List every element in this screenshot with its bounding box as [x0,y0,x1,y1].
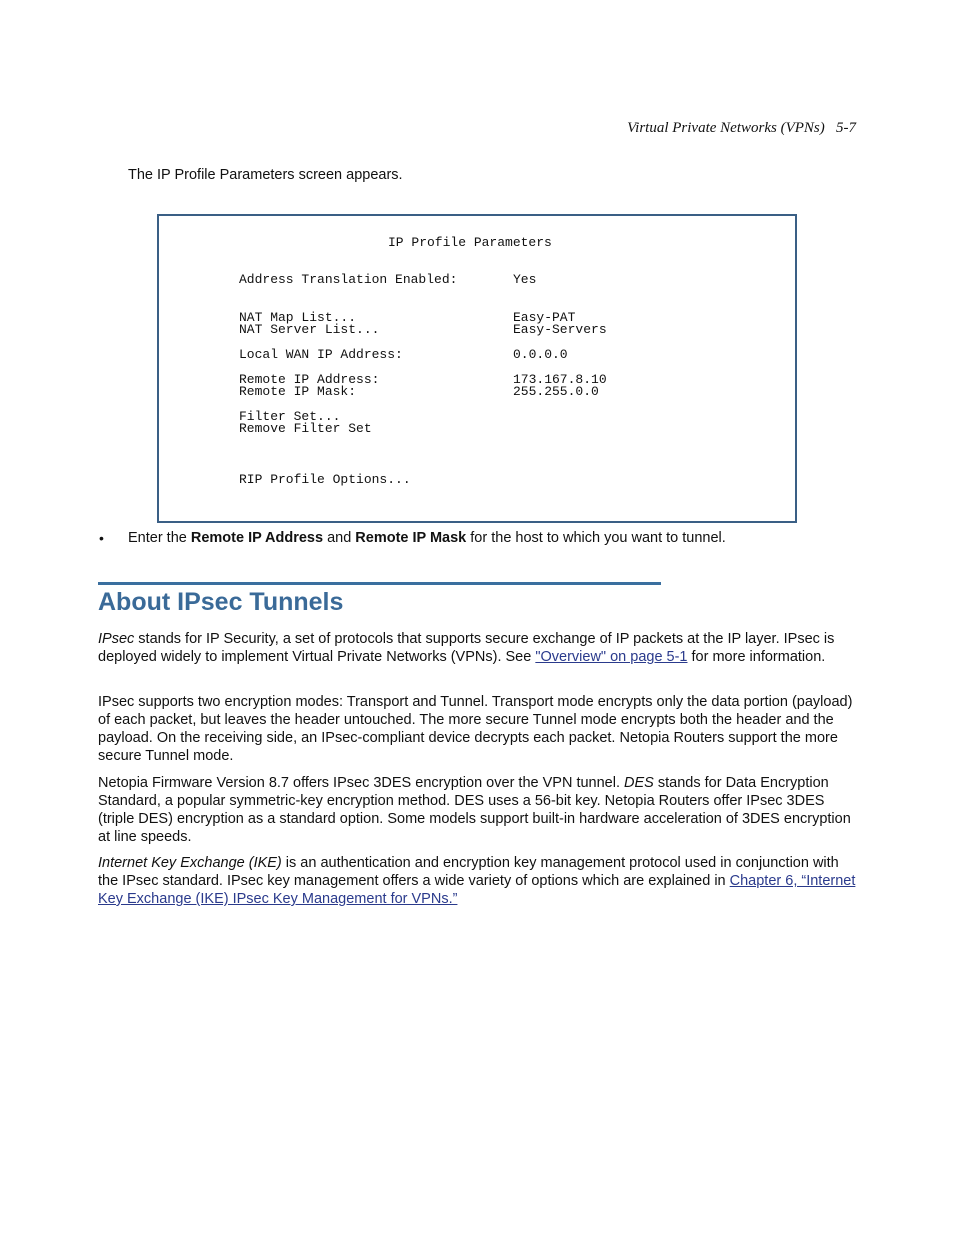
paragraph-text: for more information. [687,649,826,665]
bullet-text: Enter the [128,530,191,546]
bullet-marker: • [99,530,104,546]
paragraph-text: stands for Data Encryption Standard, a popular symmetric-key encryption method. DES uses a 56-bit key. Netopia Routers offer IPsec 3DES (triple DES) encryption as a standard option. Some models support built-in hardware acceleration of 3DES encryption at line speeds. [98,775,851,845]
intro-text: The IP Profile Parameters screen appears. [128,167,403,183]
section-heading: About IPsec Tunnels [98,588,344,616]
section-rule [98,582,661,585]
bullet-text: for the host to which you want to tunnel. [466,530,726,546]
emphasis: Internet Key Exchange (IKE) [98,855,282,871]
row-label[interactable]: Filter Set... [239,409,341,424]
bullet-text: and [323,530,356,546]
row-value[interactable]: 0.0.0.0 [513,347,568,362]
paragraph [98,693,858,765]
row-value: Easy-PAT [513,310,576,325]
row-label[interactable]: Address Translation Enabled: [239,272,458,287]
terminal-screen [157,214,797,523]
paragraph [98,854,858,908]
chapter6-link[interactable]: Chapter 6, “Internet Key Exchange (IKE) IPsec Key Management for VPNs.” [98,873,856,907]
bullet-item [128,530,726,546]
row-label[interactable]: Remote IP Address: [239,372,380,387]
row-value[interactable]: Yes [513,272,537,287]
row-label[interactable]: NAT Server List... [239,322,380,337]
emphasis: IPsec [98,631,135,647]
paragraph-text: is an authentication and encryption key management protocol used in conjunction with the IPsec standard. IPsec key management offers a wide variety of options which are explained in [98,855,839,889]
bullet-bold: Remote IP Address [190,530,324,546]
bullet-bold: Remote IP Mask [355,530,467,546]
row-value: Easy-Servers [513,322,607,337]
row-label[interactable]: Remote IP Mask: [239,384,357,399]
overview-link[interactable]: "Overview" on page 5-1 [535,649,688,665]
row-label[interactable]: RIP Profile Options... [239,472,411,487]
paragraph [98,774,858,846]
running-header: Virtual Private Networks (VPNs) 5-7 [627,120,856,136]
paragraph-text: stands for IP Security, a set of protocols that supports secure exchange of IP packets at the IP layer. IPsec is deployed widely to implement Virtual Private Networks (VPNs). See [98,631,835,665]
paragraph-text: IPsec supports two encryption modes: Transport and Tunnel. Transport mode encrypts only the data portion (payload) of each packet, but leaves the header untouched. The more secure Tunnel mode encrypts both the header and the payload. On the receiving side, an IPsec-compliant device decrypts each packet. Netopia Routers support the more secure Tunnel mode. [98,694,853,764]
emphasis: DES [624,775,654,791]
row-value[interactable]: 255.255.0.0 [513,384,599,399]
screen-title: IP Profile Parameters [388,235,552,250]
row-value[interactable]: 173.167.8.10 [513,372,607,387]
row-label[interactable]: Local WAN IP Address: [239,347,403,362]
paragraph-text: Netopia Firmware Version 8.7 offers IPsec 3DES encryption over the VPN tunnel. [98,775,625,791]
row-label[interactable]: Remove Filter Set [239,421,372,436]
paragraph [98,630,858,666]
row-label[interactable]: NAT Map List... [239,310,357,325]
